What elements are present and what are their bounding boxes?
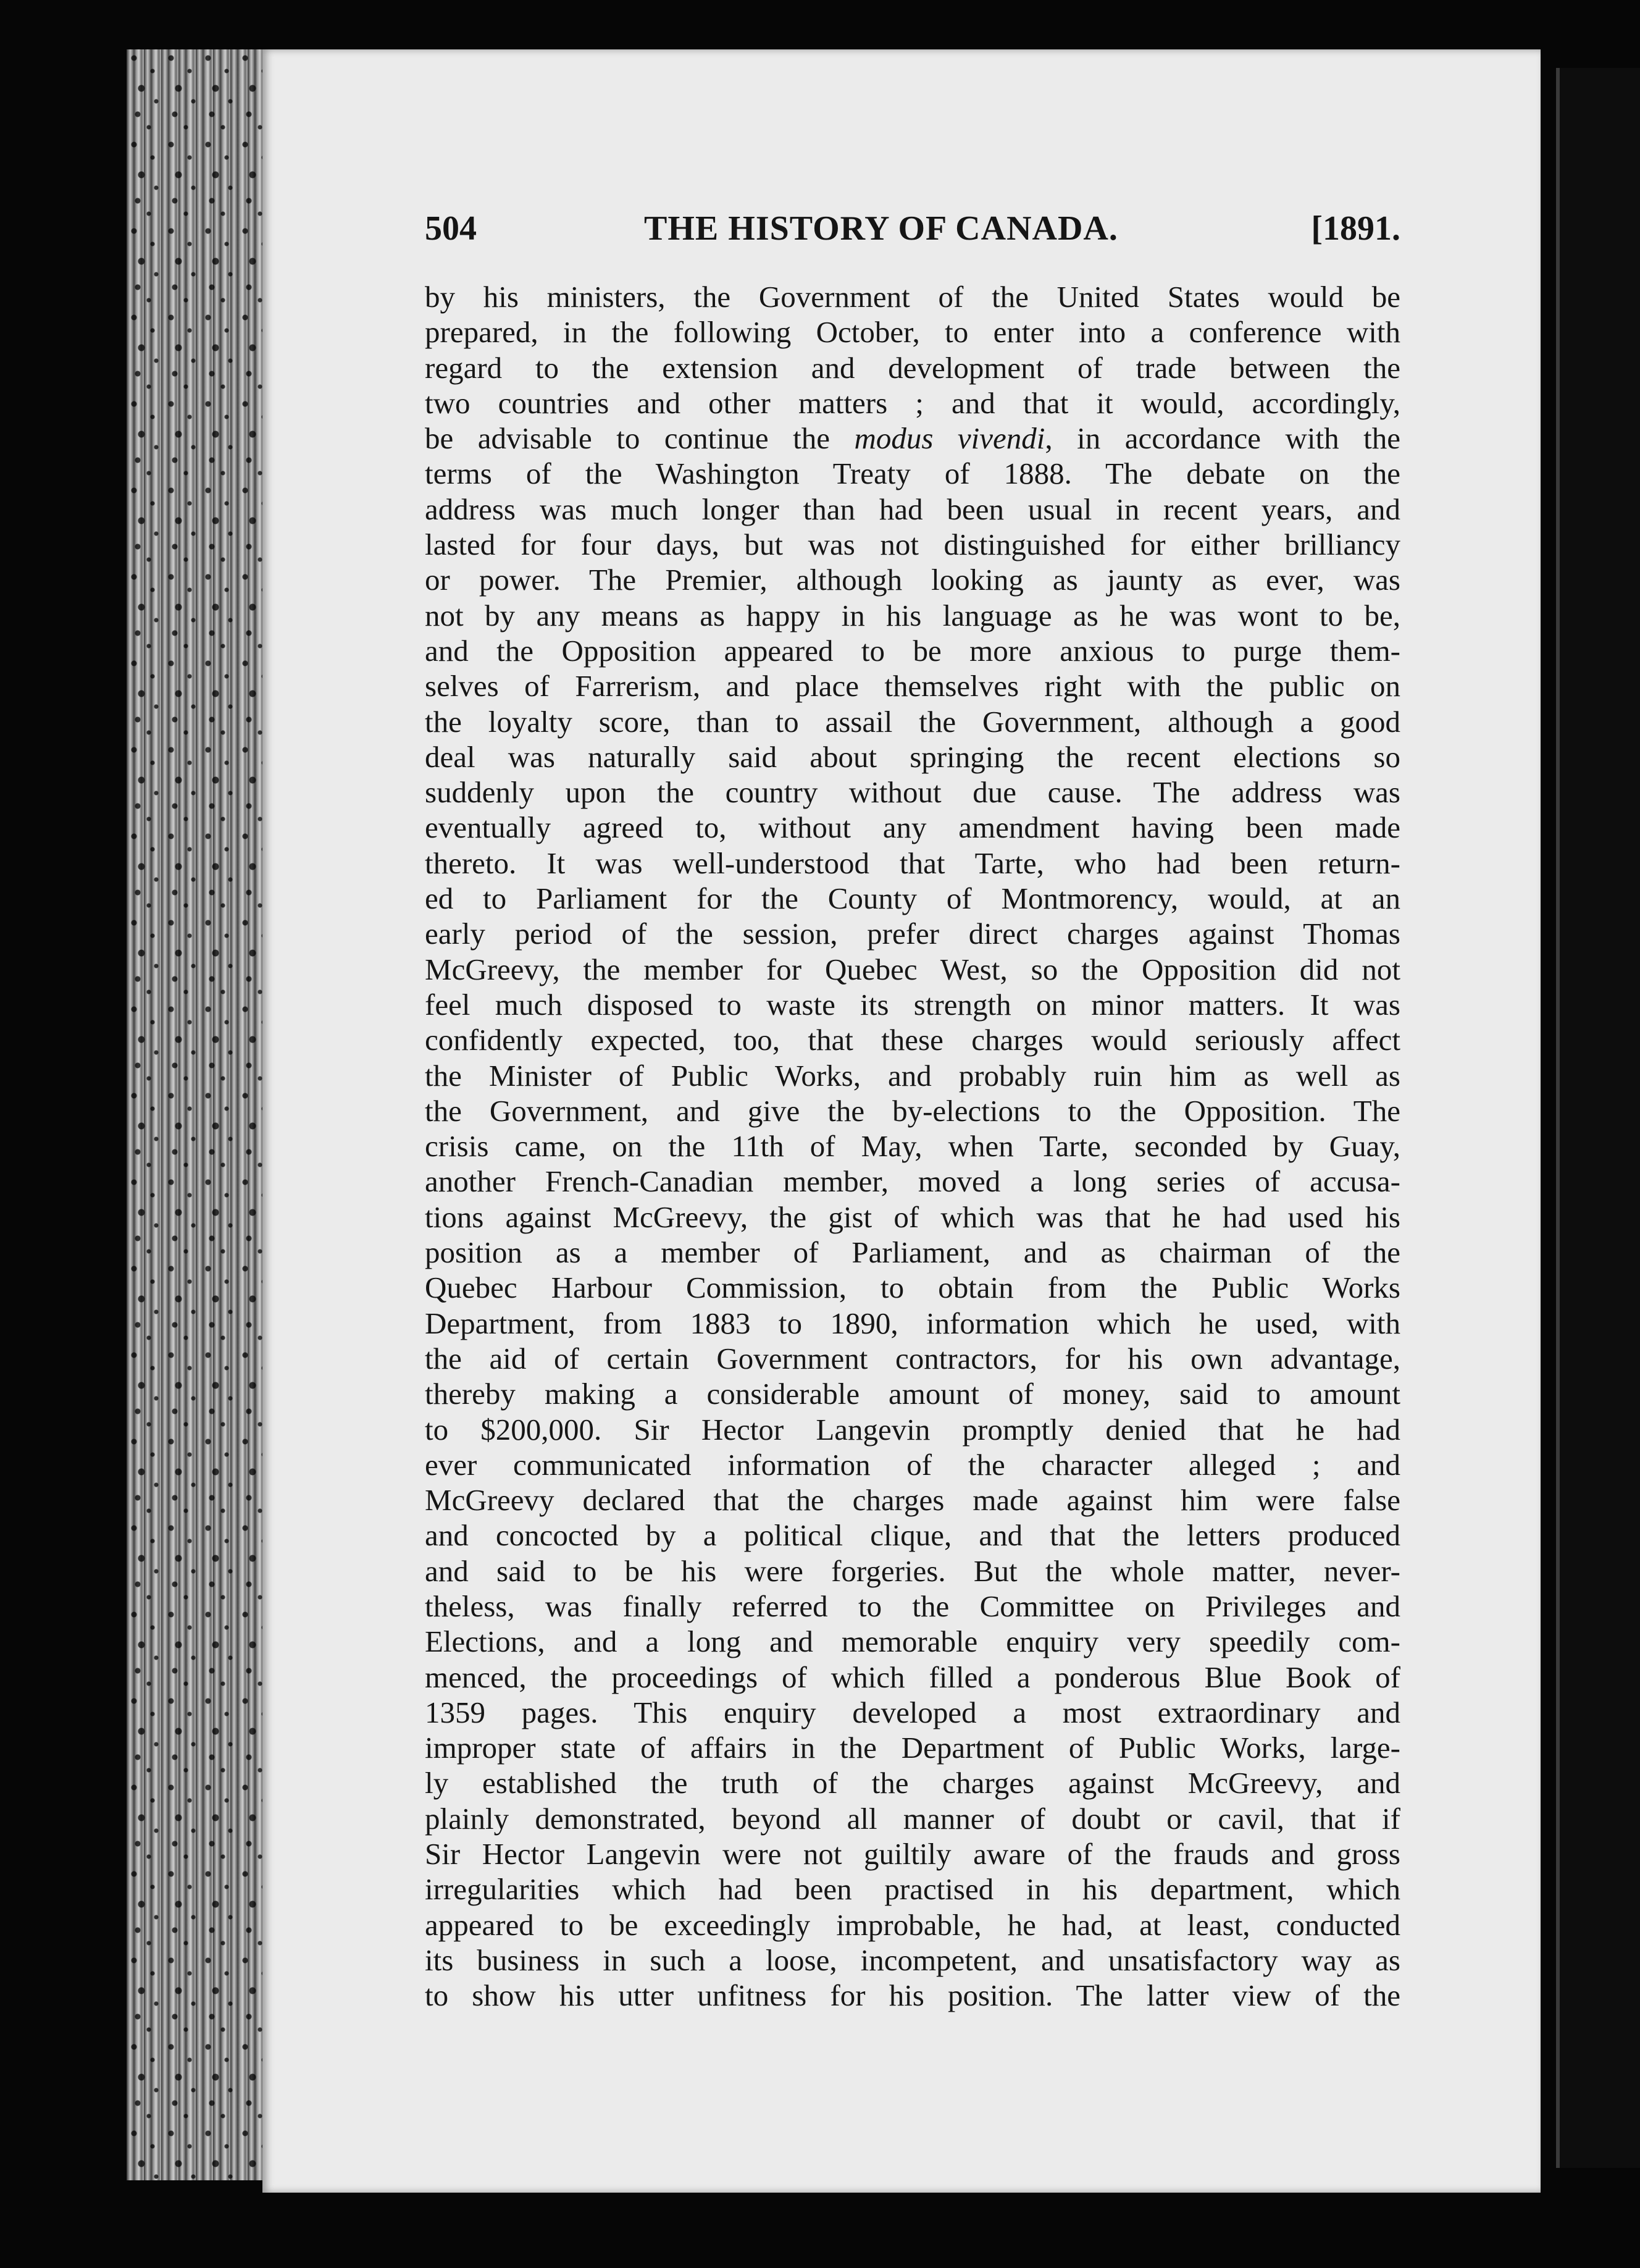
text-line: early period of the session, prefer direct charges against Thomas bbox=[425, 917, 1400, 951]
text-line: terms of the Washington Treaty of 1888. The debate on the bbox=[425, 456, 1400, 491]
text-line: tions against McGreevy, the gist of which was that he had used his bbox=[425, 1199, 1400, 1234]
text-line: the Minister of Public Works, and probably ruin him as well as bbox=[425, 1058, 1400, 1093]
page-number: 504 bbox=[425, 209, 477, 248]
text-line: ever communicated information of the character alleged ; and bbox=[425, 1447, 1400, 1482]
text-line: and said to be his were forgeries. But the whole matter, never- bbox=[425, 1553, 1400, 1588]
text-line: ed to Parliament for the County of Montmorency, would, at an bbox=[425, 881, 1400, 916]
text-line: position as a member of Parliament, and as chairman of the bbox=[425, 1235, 1400, 1270]
italic-phrase: modus vivendi bbox=[854, 421, 1045, 456]
text-line: ly established the truth of the charges against McGreevy, and bbox=[425, 1766, 1400, 1800]
text-line: the loyalty score, than to assail the Government, although a good bbox=[425, 704, 1400, 739]
running-head: THE HISTORY OF CANADA. bbox=[644, 209, 1118, 248]
text-line: to show his utter unfitness for his position. The latter view of the bbox=[425, 1978, 1400, 2013]
text-line: by his ministers, the Government of the United States would be bbox=[425, 280, 1400, 314]
year-mark: [1891. bbox=[1311, 209, 1400, 248]
text-line: another French-Canadian member, moved a long series of accusa- bbox=[425, 1164, 1400, 1199]
text-line: crisis came, on the 11th of May, when Tarte, seconded by Guay, bbox=[425, 1129, 1400, 1164]
text-line: and the Opposition appeared to be more anxious to purge them- bbox=[425, 633, 1400, 668]
text-line: feel much disposed to waste its strength on minor matters. It was bbox=[425, 987, 1400, 1022]
text-line: the Government, and give the by-elections to the Opposition. The bbox=[425, 1093, 1400, 1128]
text-line: irregularities which had been practised in his department, which bbox=[425, 1872, 1400, 1907]
text-line: and concocted by a political clique, and that the letters produced bbox=[425, 1518, 1400, 1553]
text-line: two countries and other matters ; and that it would, accordingly, bbox=[425, 385, 1400, 420]
text-line: to $200,000. Sir Hector Langevin promptly denied that he had bbox=[425, 1412, 1400, 1447]
text-line: thereby making a considerable amount of money, said to amount bbox=[425, 1377, 1400, 1411]
text-line: not by any means as happy in his language as he was wont to be, bbox=[425, 598, 1400, 632]
fore-edge-speckles bbox=[127, 49, 262, 2180]
text-line: Quebec Harbour Commission, to obtain from the Public Works bbox=[425, 1270, 1400, 1305]
text-line: eventually agreed to, without any amendment having been made bbox=[425, 810, 1400, 845]
body-text bbox=[425, 279, 1400, 2014]
text-line: Elections, and a long and memorable enquiry very speedily com- bbox=[425, 1624, 1400, 1659]
text-line: Department, from 1883 to 1890, information which he used, with bbox=[425, 1306, 1400, 1340]
text-line: prepared, in the following October, to enter into a conference with bbox=[425, 315, 1400, 350]
text-line: deal was naturally said about springing the recent elections so bbox=[425, 739, 1400, 774]
text-line: plainly demonstrated, beyond all manner of doubt or cavil, that if bbox=[425, 1801, 1400, 1836]
text-line: the aid of certain Government contractors, for his own advantage, bbox=[425, 1341, 1400, 1376]
text-line: thereto. It was well-understood that Tarte, who had been return- bbox=[425, 846, 1400, 880]
text-line: appeared to be exceedingly improbable, he had, at least, conducted bbox=[425, 1907, 1400, 1942]
text-line: 1359 pages. This enquiry developed a most extraordinary and bbox=[425, 1695, 1400, 1729]
text-line: confidently expected, too, that these charges would seriously affect bbox=[425, 1023, 1400, 1057]
text-line: address was much longer than had been usual in recent years, and bbox=[425, 492, 1400, 526]
text-line: McGreevy, the member for Quebec West, so the Opposition did not bbox=[425, 952, 1400, 986]
text-line: its business in such a loose, incompetent, and unsatisfactory way as bbox=[425, 1942, 1400, 1977]
facing-page-edge bbox=[1556, 68, 1640, 2168]
text-line: McGreevy declared that the charges made against him were false bbox=[425, 1483, 1400, 1518]
text-line: regard to the extension and development of trade between the bbox=[425, 350, 1400, 385]
text-line: lasted for four days, but was not distinguished for either brilliancy bbox=[425, 527, 1400, 562]
text-line: or power. The Premier, although looking as jaunty as ever, was bbox=[425, 563, 1400, 597]
text-line: theless, was finally referred to the Committee on Privileges and bbox=[425, 1589, 1400, 1623]
text-line: suddenly upon the country without due cause. The address was bbox=[425, 775, 1400, 810]
page-header bbox=[425, 204, 1400, 253]
text-line: menced, the proceedings of which filled a ponderous Blue Book of bbox=[425, 1660, 1400, 1694]
text-line: selves of Farrerism, and place themselves right with the public on bbox=[425, 669, 1400, 704]
text-line: Sir Hector Langevin were not guiltily aware of the frauds and gross bbox=[425, 1837, 1400, 1871]
text-line: improper state of affairs in the Department of Public Works, large- bbox=[425, 1731, 1400, 1765]
text-line: be advisable to continue the modus vivendi, in accordance with the bbox=[425, 421, 1400, 456]
